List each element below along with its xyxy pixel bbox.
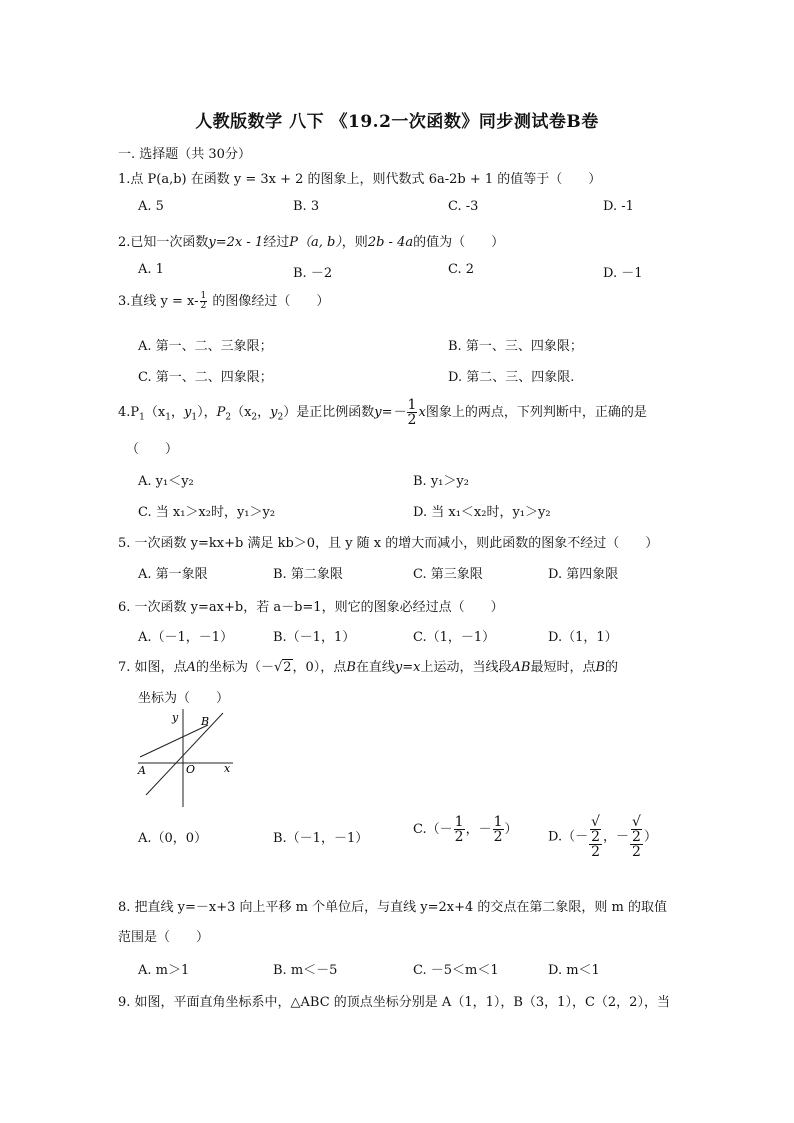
- q3-option-d: D. 第二、三、四象限.: [448, 370, 575, 385]
- point-a-label: A: [138, 764, 146, 777]
- q2-option-a: A. 1: [138, 262, 164, 277]
- question-2-stem: 2.已知一次函数y=2x - 1经过P（a, b），则2b - 4a的值为（ ）: [118, 235, 505, 250]
- question-1-stem: 1.点 P(a,b) 在函数 y = 3x + 2 的图象上，则代数式 6a-2b + 1 的值等于（ ）: [118, 172, 602, 187]
- q5-option-d: D. 第四象限: [548, 567, 619, 582]
- q6-option-b: B.（－1，1）: [273, 630, 356, 645]
- q7-figure: [128, 705, 238, 810]
- section-heading: 一. 选择题（共 30分）: [118, 147, 251, 162]
- q8-option-a: A. m＞1: [138, 963, 190, 978]
- q2-option-d: D. －1: [603, 266, 643, 281]
- q1-option-c: C. -3: [448, 199, 479, 214]
- question-9-stem: 9. 如图，平面直角坐标系中，△ABC 的顶点坐标分别是 A（1，1），B（3，1），C（2，2），当: [118, 995, 670, 1010]
- page-title: 人教版数学 八下 《19.2一次函数》同步测试卷B卷: [195, 112, 599, 132]
- q2-option-c: C. 2: [448, 262, 475, 277]
- q2-option-b: B. －2: [293, 266, 333, 281]
- question-7-stem: 7. 如图，点A的坐标为（－√2，0），点B在直线y=x上运动，当线段AB最短时，点B的: [118, 660, 619, 675]
- y-axis-label: y: [172, 711, 179, 724]
- question-8-stem: 8. 把直线 y=－x+3 向上平移 m 个单位后，与直线 y=2x+4 的交点在第二象限，则 m 的取值: [118, 900, 667, 915]
- fraction-one-half: $\frac{1}{2}$: [200, 291, 207, 311]
- origin-label: O: [186, 763, 196, 776]
- q4-option-a: A. y₁＜y₂: [138, 474, 194, 489]
- q3-option-c: C. 第一、二、四象限；: [138, 370, 273, 385]
- q8-option-d: D. m＜1: [548, 963, 600, 978]
- q6-option-d: D.（1，1）: [548, 630, 618, 645]
- q1-option-a: A. 5: [138, 199, 164, 214]
- question-4-stem: $4.P_1(x_1$，$y_1$），$P_2(x_2$，$y_2$）是正比例函数y=－ $\frac{1}{2}$ x图象上的两点，下列判断中，正确的是: [118, 397, 647, 428]
- fraction-one-half: $\frac{1}{2}$: [407, 397, 417, 428]
- q6-option-c: C.（1，－1）: [413, 630, 496, 645]
- q7-option-d: D.（－ √ 2 2 ，－ √ 2 2 ）: [548, 814, 657, 860]
- q8-option-b: B. m＜－5: [273, 963, 338, 978]
- question-6-stem: 6. 一次函数 y=ax+b，若 a－b=1，则它的图象必经过点（ ）: [118, 600, 504, 615]
- q1-option-d: D. -1: [603, 199, 634, 214]
- segment-ab: [140, 725, 208, 757]
- q4-option-c: C. 当 x₁＞x₂时，y₁＞y₂: [138, 505, 276, 520]
- q7-option-a: A.（0，0）: [138, 831, 208, 846]
- question-5-stem: 5. 一次函数 y=kx+b 满足 kb＞0，且 y 随 x 的增大而减小，则此函数的图象不经过（ ）: [118, 536, 659, 551]
- q3-option-a: A. 第一、二、三象限；: [138, 339, 273, 354]
- point-b-label: B: [201, 715, 210, 728]
- q1-option-b: B. 3: [293, 199, 320, 214]
- q5-option-b: B. 第二象限: [273, 567, 343, 582]
- question-3-stem: 3.直线 y = x- $\frac{1}{2}$ 的图像经过（ ）: [118, 291, 330, 311]
- q5-option-a: A. 第一象限: [138, 567, 208, 582]
- q6-option-a: A.（－1，－1）: [138, 630, 234, 645]
- question-7-stem-line2: 坐标为（ ）: [138, 691, 230, 706]
- question-8-stem-line2: 范围是（ ）: [118, 930, 210, 945]
- q4-option-d: D. 当 x₁＜x₂时，y₁＞y₂: [413, 505, 551, 520]
- question-4-stem-line2: （ ）: [126, 442, 179, 457]
- q7-option-b: B.（－1，－1）: [273, 831, 369, 846]
- q7-option-c: C.（－ $\frac{1}{2}$ ，－ $\frac{1}{2}$ ）: [413, 814, 518, 845]
- q5-option-c: C. 第三象限: [413, 567, 483, 582]
- q8-option-c: C. －5＜m＜1: [413, 963, 499, 978]
- line-y-equals-x: [146, 713, 223, 795]
- x-axis-label: x: [224, 762, 231, 775]
- q3-option-b: B. 第一、三、四象限；: [448, 339, 583, 354]
- q4-option-b: B. y₁＞y₂: [413, 474, 469, 489]
